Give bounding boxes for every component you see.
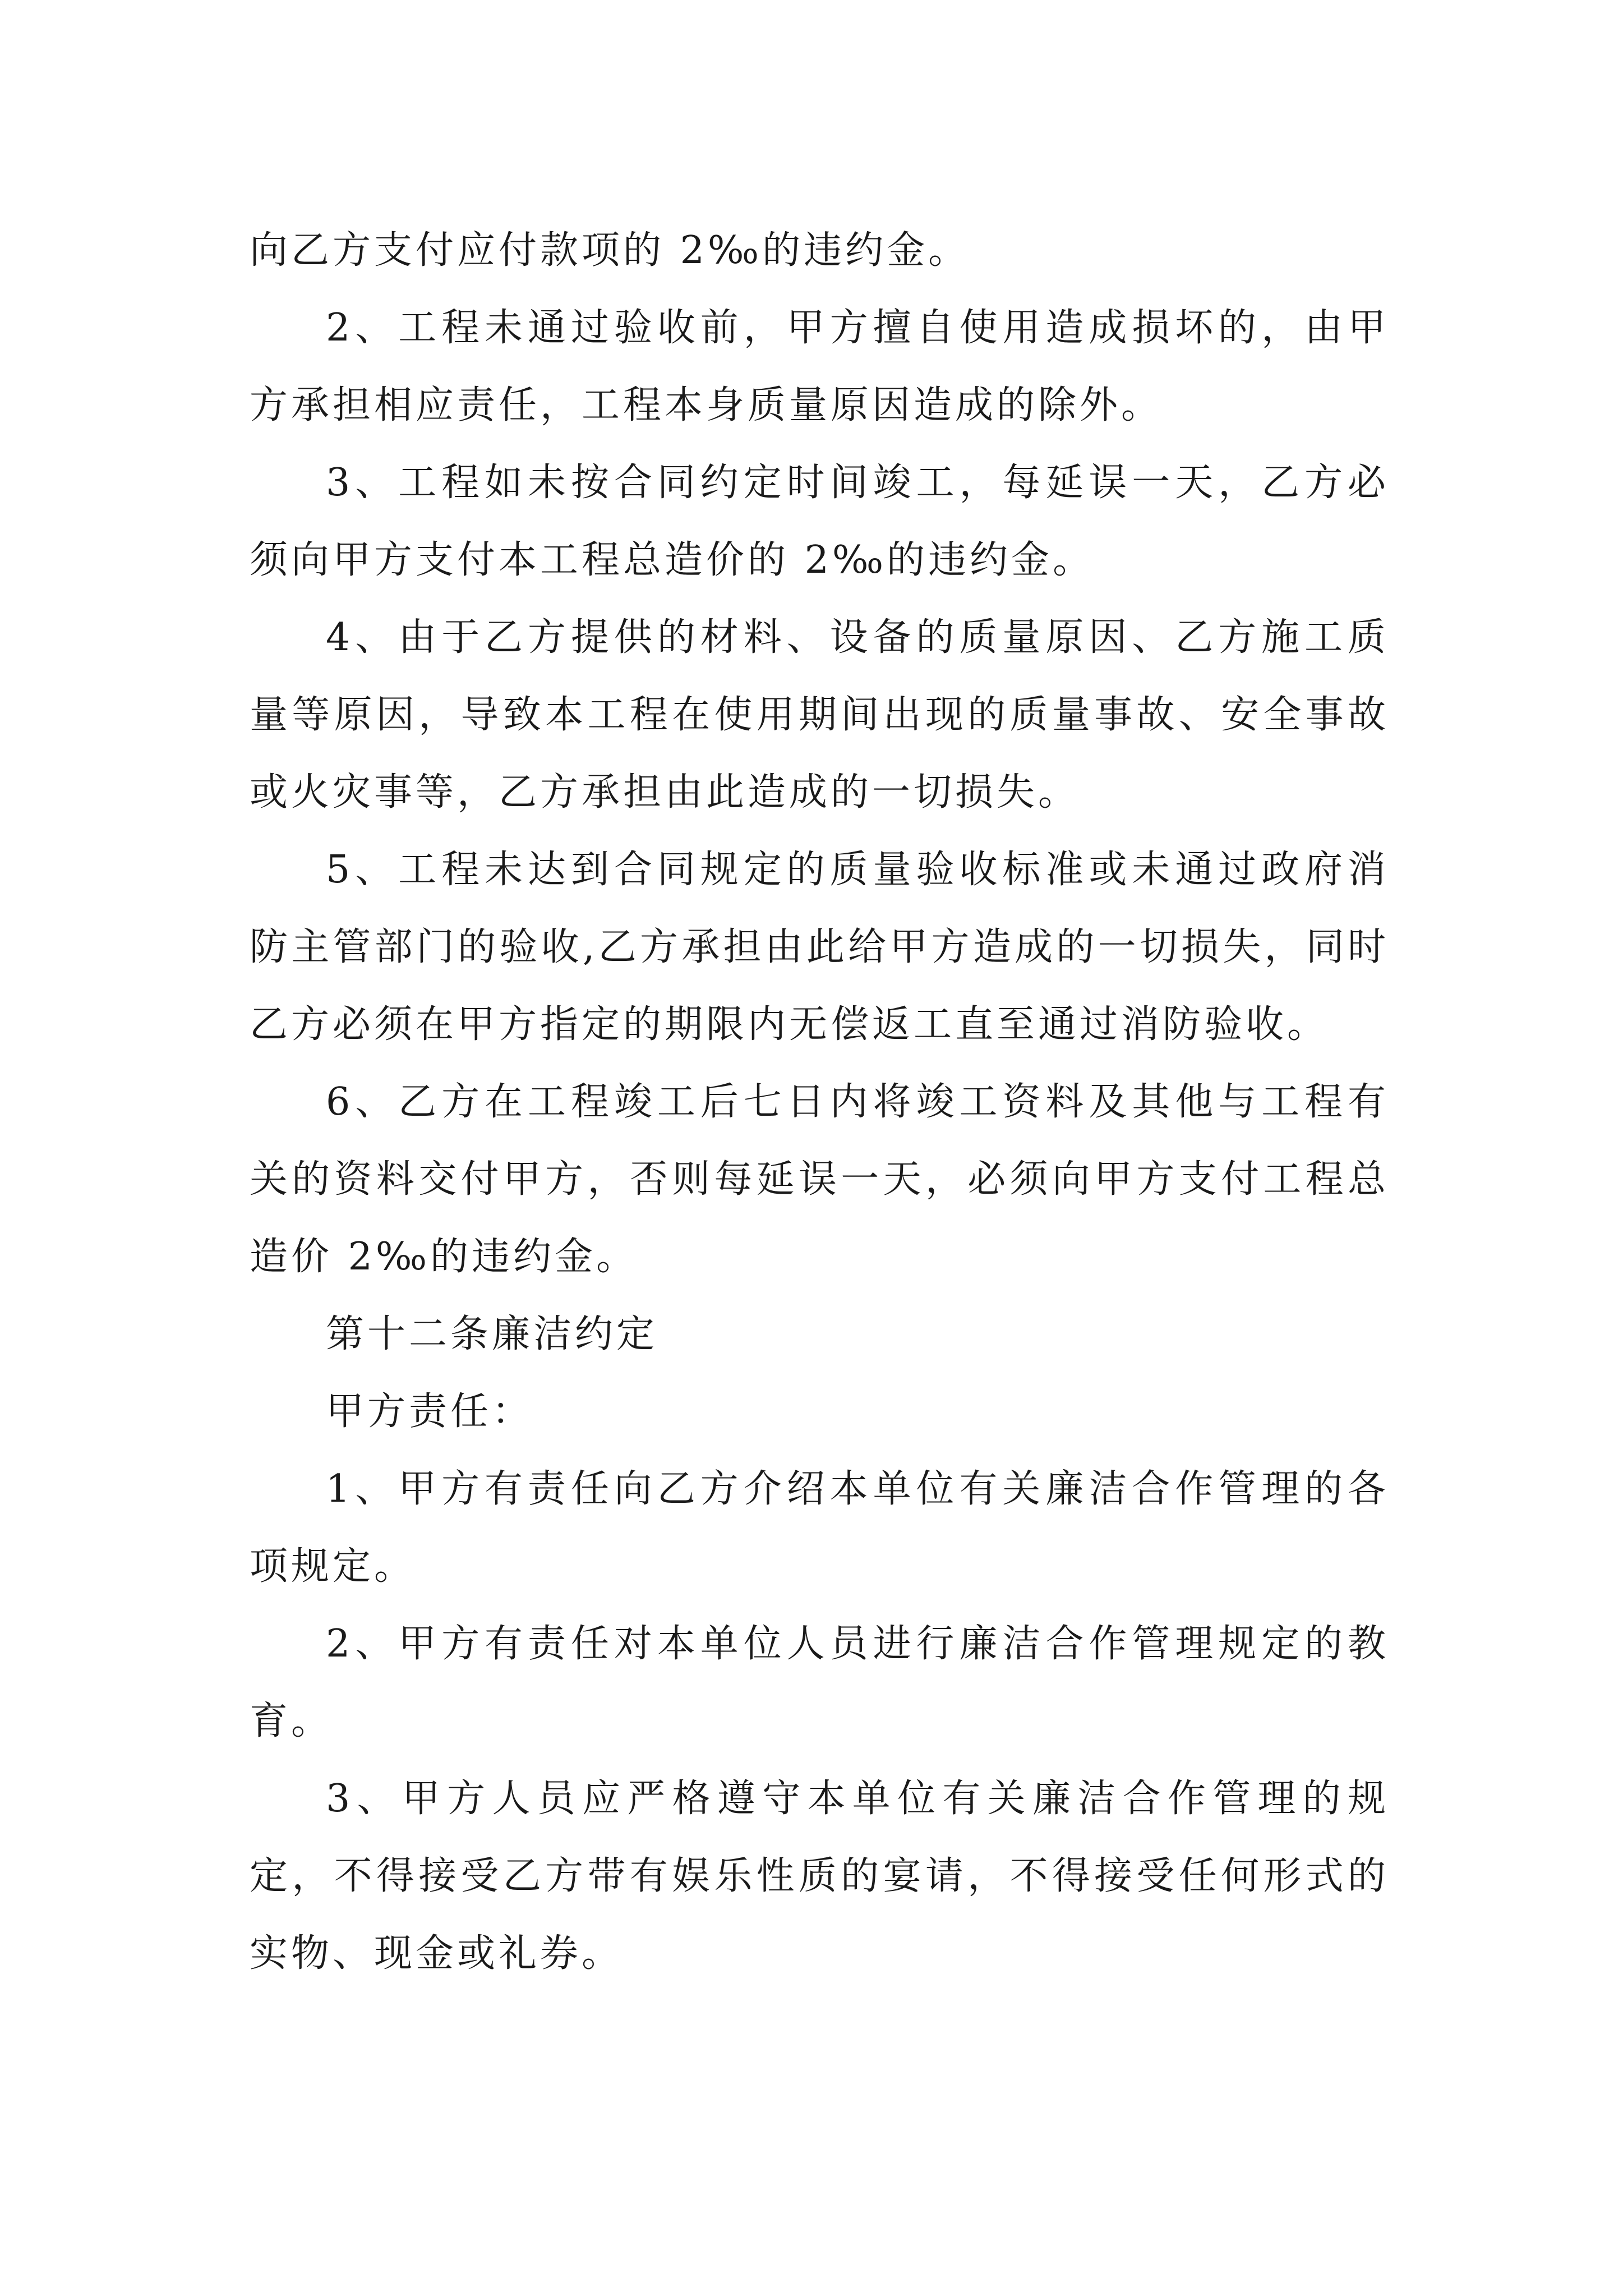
paragraph-duty-2: 2、甲方有责任对本单位人员进行廉洁合作管理规定的教育。 (250, 1622, 1389, 1743)
paragraph-clause-5: 5、工程未达到合同规定的质量验收标准或未通过政府消防主管部门的验收,乙方承担由此给甲方造成的一切损失，同时乙方必须在甲方指定的期限内无偿返工直至通过消防验收。 (250, 848, 1389, 1047)
paragraph-clause-4: 4、由于乙方提供的材料、设备的质量原因、乙方施工质量等原因，导致本工程在使用期间出现的质量事故、安全事故或火灾事等，乙方承担由此造成的一切损失。 (250, 615, 1389, 815)
paragraph-clause-2: 2、工程未通过验收前，甲方擅自使用造成损坏的，由甲方承担相应责任，工程本身质量原因造成的除外。 (250, 306, 1389, 427)
paragraph-clause-3: 3、工程如未按合同约定时间竣工，每延误一天，乙方必须向甲方支付本工程总造价的 2‰的违约金。 (250, 461, 1389, 582)
article-heading: 第十二条廉洁约定 (326, 1312, 658, 1356)
paragraph-continuation: 向乙方支付应付款项的 2‰的违约金。 (250, 228, 970, 273)
paragraph-clause-6: 6、乙方在工程竣工后七日内将竣工资料及其他与工程有关的资料交付甲方，否则每延误一天，必须向甲方支付工程总造价 2‰的违约金。 (250, 1080, 1389, 1279)
section-heading-party-a: 甲方责任： (326, 1389, 534, 1434)
paragraph-duty-1: 1、甲方有责任向乙方介绍本单位有关廉洁合作管理的各项规定。 (250, 1467, 1389, 1589)
paragraph-duty-3: 3、甲方人员应严格遵守本单位有关廉洁合作管理的规定，不得接受乙方带有娱乐性质的宴请，不得接受任何形式的实物、现金或礼券。 (250, 1777, 1389, 1976)
document-body (250, 212, 1389, 1993)
